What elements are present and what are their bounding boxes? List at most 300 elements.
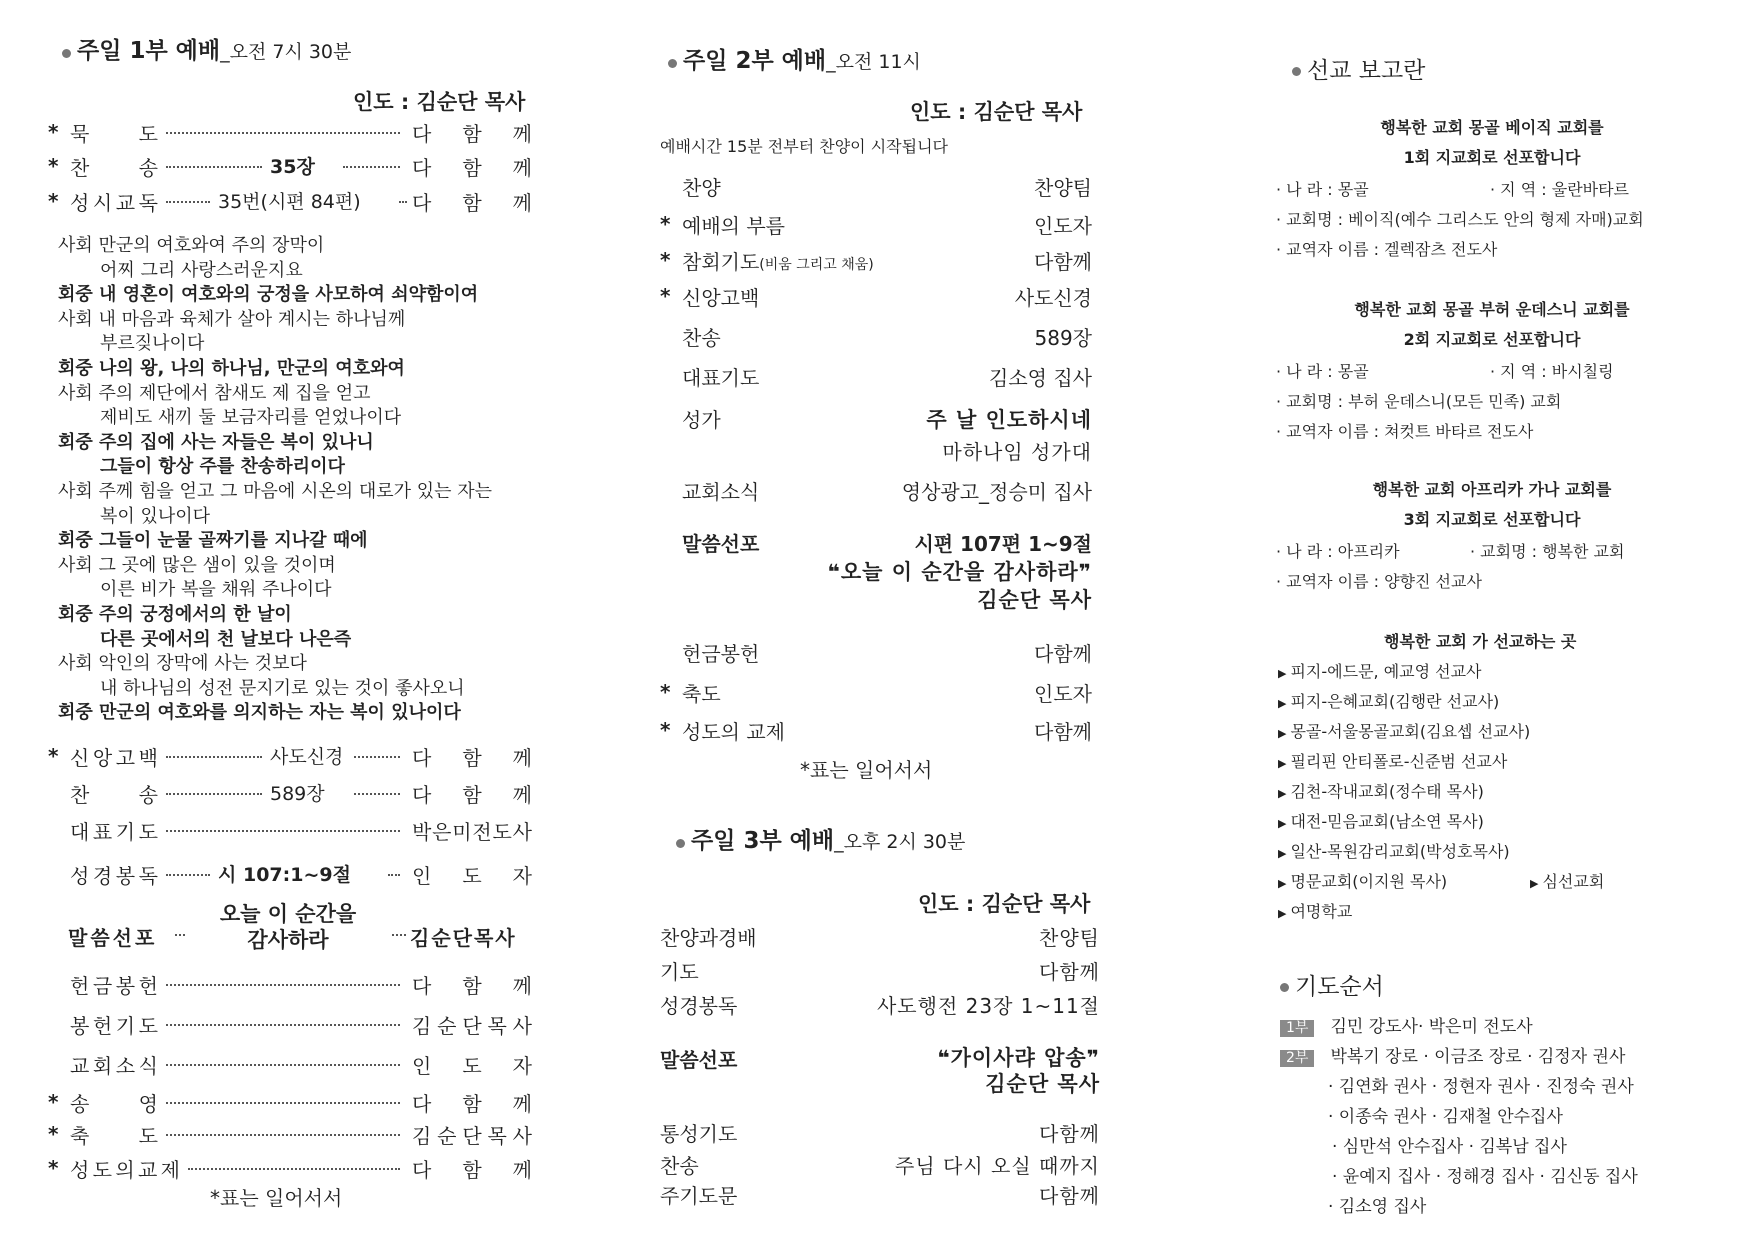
stand-note: *표는 일어서서 <box>800 758 933 782</box>
mission-place <box>1278 689 1499 712</box>
leader-dots <box>166 793 262 795</box>
order-resp-char: 함 <box>462 783 482 807</box>
order-resp-char: 미 <box>452 820 472 844</box>
order-label: 기도 <box>660 960 699 984</box>
order-label-char: 봉 <box>115 974 136 998</box>
order-resp <box>412 742 532 771</box>
mission-detail-aside: · 교회명 : 행복한 교회 <box>1470 542 1625 561</box>
order-resp <box>412 152 532 181</box>
stand-note: *표는 일어서서 <box>210 1186 343 1210</box>
order-label <box>70 1120 158 1149</box>
order-label <box>70 970 158 999</box>
service-1-leader: 인도 : 김순단 목사 <box>353 90 526 114</box>
order-label-char: 앙 <box>92 746 113 770</box>
reading-line <box>58 502 210 528</box>
order-resp: 찬양팀 <box>1034 176 1092 200</box>
order-label-char: 봉 <box>70 1014 90 1038</box>
reading-text: 내 영혼이 여호와의 궁정을 사모하여 쇠약함이여 <box>99 284 479 306</box>
triangle-icon: ▶ <box>1278 787 1287 800</box>
mission-title: 행복한 교회 아프리카 가나 교회를 <box>1372 480 1612 499</box>
order-label-char: 성 <box>70 191 90 215</box>
triangle-icon: ▶ <box>1530 877 1539 890</box>
reading-role: 사회 <box>58 382 99 404</box>
reading-role: 회중 <box>58 604 100 625</box>
leader-dots <box>354 756 400 758</box>
order-resp-char: 도 <box>462 1054 482 1078</box>
order-label-char: 헌 <box>138 974 158 998</box>
reading-text: 내 마음과 육체가 살아 계시는 하나님께 <box>98 308 406 330</box>
order-label: 성경봉독 <box>660 994 738 1018</box>
mission-place-text: 여명학교 <box>1290 902 1353 921</box>
service-3-header: 주일 3부 예배_오후 2시 30분 <box>676 822 965 855</box>
reading-role: 회중 <box>58 431 100 453</box>
order-resp: 다함께 <box>1034 642 1092 666</box>
mission-place <box>1278 839 1510 862</box>
order-label-char: 금 <box>92 974 113 998</box>
reading-text: 악인의 장막에 사는 것보다 <box>98 653 307 675</box>
leader-dots <box>166 1064 400 1066</box>
reading-line <box>58 551 336 577</box>
order-label <box>70 779 158 808</box>
order-label-char: 도 <box>138 820 158 844</box>
order-label-char: 대 <box>70 820 90 844</box>
reading-text: 주께 힘을 얻고 그 마음에 시온의 대로가 있는 자는 <box>98 481 493 502</box>
order-resp-char: 순 <box>437 1124 457 1148</box>
order-item: 시 107:1~9절 <box>218 864 351 886</box>
order-resp: 김소영 집사 <box>989 366 1092 390</box>
sermon-title-line2: 감사하라 <box>247 928 329 952</box>
prayer-names: 박복기 장로 · 이금조 장로 · 김정자 권사 <box>1330 1047 1626 1067</box>
sermon-preacher: 김순단목사 <box>410 926 517 950</box>
order-resp-char: 목 <box>487 1014 507 1038</box>
prayer-names: · 김소영 집사 <box>1328 1197 1427 1217</box>
order-resp <box>412 187 532 216</box>
order-resp-char: 함 <box>462 746 482 770</box>
order-resp-char: 다 <box>412 974 432 998</box>
order-label <box>70 1050 158 1079</box>
mission-place <box>1278 869 1447 892</box>
reading-text: 주의 집에 사는 자들은 복이 있나니 <box>99 431 374 453</box>
reading-line <box>58 674 465 700</box>
order-resp <box>412 816 532 845</box>
reading-line <box>58 231 324 257</box>
service-3-leader: 인도 : 김순단 목사 <box>918 892 1091 916</box>
order-resp-char: 전 <box>472 820 492 844</box>
order-label-char: 헌 <box>70 974 90 998</box>
mission-place <box>1278 749 1507 772</box>
order-label-char: 찬 <box>70 156 90 180</box>
prayer-row <box>1280 1012 1533 1037</box>
stand-marker: * <box>48 1090 59 1114</box>
reading-line <box>58 354 405 380</box>
order-label <box>70 1010 158 1039</box>
reading-role: 회중 <box>58 358 100 379</box>
reading-line <box>58 477 492 503</box>
stand-marker: * <box>48 120 59 144</box>
reading-line <box>58 256 303 282</box>
order-label-char: 독 <box>138 864 158 888</box>
order-label <box>70 1154 180 1183</box>
sermon-title: ❝오늘 이 순간을 감사하라❞ <box>827 560 1092 584</box>
order-resp-char: 순 <box>437 1014 457 1038</box>
order-resp <box>412 1010 532 1039</box>
order-label-char: 소 <box>115 1054 136 1078</box>
sermon-ref: 시편 107편 1~9절 <box>914 532 1092 556</box>
reading-text: 이른 비가 복을 채워 주나이다 <box>100 579 332 601</box>
mission-place-text: 명문교회(이지원 목사) <box>1290 872 1448 891</box>
order-resp <box>412 118 532 147</box>
reading-role: 회중 <box>58 284 100 306</box>
leader-dots <box>188 1168 400 1170</box>
order-item: 사도신경 <box>270 746 344 768</box>
reading-role: 사회 <box>58 235 99 256</box>
order-label: 통성기도 <box>660 1122 738 1146</box>
order-resp-char: 사 <box>512 1014 532 1038</box>
leader-dots <box>166 1134 400 1136</box>
order-label-char: 교 <box>70 1054 90 1078</box>
order-resp-char: 함 <box>462 974 482 998</box>
bullet-icon <box>62 49 71 58</box>
order-resp-char: 다 <box>412 122 432 146</box>
mission-detail: · 교회명 : 부허 운데스니(모든 민족) 교회 <box>1276 392 1562 411</box>
order-item: 35번(시편 84편) <box>218 191 361 213</box>
reading-text: 그들이 항상 주를 찬송하리이다 <box>100 456 345 478</box>
order-label: 찬양 <box>682 176 721 200</box>
leader-dots <box>354 793 400 795</box>
order-label: 축도 <box>682 682 721 706</box>
order-resp-char: 다 <box>412 783 432 807</box>
order-label: 찬송 <box>660 1154 699 1178</box>
leader-dots <box>392 934 406 936</box>
order-resp-char: 은 <box>432 820 452 844</box>
order-label <box>70 742 158 771</box>
leader-dots <box>166 1024 400 1026</box>
order-resp: 다함께 <box>1039 1184 1100 1208</box>
order-resp-char: 께 <box>512 156 532 180</box>
leader-dots <box>166 874 210 876</box>
reading-text: 제비도 새끼 둘 보금자리를 얻었나이다 <box>100 407 402 429</box>
order-label-char: 영 <box>138 1092 158 1116</box>
reading-line <box>58 649 307 675</box>
order-label-char: 봉 <box>115 864 136 888</box>
order-label: 헌금봉헌 <box>682 642 760 666</box>
prayer-names: 김민 강도사· 박은미 전도사 <box>1330 1017 1533 1037</box>
order-label: 주기도문 <box>660 1184 738 1208</box>
reading-role: 사회 <box>58 481 99 502</box>
reading-role: 회중 <box>58 702 100 724</box>
order-resp <box>412 1154 532 1183</box>
reading-text: 만군의 여호와여 주의 장막이 <box>98 235 325 256</box>
sermon-preacher: 김순단 목사 <box>985 1072 1100 1096</box>
mission-place-text: 피지-에드문, 예교영 선교사 <box>1290 662 1482 681</box>
reading-text: 내 하나님의 성전 문지기로 있는 것이 좋사오니 <box>100 677 465 699</box>
order-resp-char: 께 <box>512 191 532 215</box>
reading-text: 어찌 그리 사랑스러운지요 <box>100 259 303 281</box>
mission-place <box>1278 659 1482 682</box>
reading-text: 그 곳에 많은 샘이 있을 것이며 <box>98 554 336 576</box>
order-label-char: 성 <box>70 864 90 888</box>
mission-detail: · 나 라 : 몽골 <box>1276 362 1369 381</box>
triangle-icon: ▶ <box>1278 667 1287 680</box>
order-resp-char: 께 <box>512 746 532 770</box>
order-resp: 사도행전 23장 1~11절 <box>876 994 1100 1018</box>
order-label <box>70 816 158 845</box>
reading-line <box>58 600 292 626</box>
order-label-char: 백 <box>138 746 158 770</box>
service-2-note: 예배시간 15분 전부터 찬양이 시작됩니다 <box>660 137 948 156</box>
reading-line <box>58 625 351 651</box>
order-label <box>70 152 158 181</box>
order-label-char: 경 <box>92 864 113 888</box>
order-label <box>70 860 158 889</box>
order-resp <box>412 860 532 889</box>
order-label-char: 교 <box>115 191 136 215</box>
leader-dots <box>343 166 400 168</box>
sermon-label: 말씀선포 <box>660 1048 738 1072</box>
leader-dots <box>175 934 185 936</box>
stand-marker: * <box>48 189 59 213</box>
order-label-char: 송 <box>70 1092 90 1116</box>
mission-place-text: 피지-은혜교회(김행란 선교사) <box>1290 692 1500 711</box>
mission-place-text: 몽골-서울몽골교회(김요셉 선교사) <box>1290 722 1531 741</box>
order-resp-char: 목 <box>487 1124 507 1148</box>
order-label: 참회기도(비움 그리고 채움) <box>682 250 874 274</box>
order-resp-char: 사 <box>512 820 532 844</box>
news-label: 교회소식 <box>682 480 760 504</box>
order-resp-char: 함 <box>462 1158 482 1182</box>
mission-subtitle: 2회 지교회로 선포합니다 <box>1403 330 1581 349</box>
reading-line <box>58 526 368 552</box>
reading-text: 다른 곳에서의 천 날보다 나은즉 <box>100 628 352 650</box>
order-label-char: 기 <box>115 820 136 844</box>
order-label-char: 축 <box>70 1124 90 1148</box>
order-resp-char: 박 <box>412 820 432 844</box>
order-resp: 다함께 <box>1034 720 1092 744</box>
mission-detail-aside: · 지 역 : 울란바타르 <box>1490 180 1630 199</box>
sermon-label: 말씀선포 <box>682 532 760 556</box>
order-resp-char: 께 <box>512 1158 532 1182</box>
mission-detail: · 교회명 : 베이직(예수 그리스도 안의 형제 자매)교회 <box>1276 210 1644 229</box>
service-2-header: 주일 2부 예배_오전 11시 <box>668 42 921 75</box>
reading-text: 주의 궁정에서의 한 날이 <box>99 604 292 625</box>
order-resp-char: 함 <box>462 156 482 180</box>
order-resp-char: 인 <box>412 1054 432 1078</box>
order-label-char: 시 <box>92 191 113 215</box>
order-resp-char: 김 <box>412 1014 432 1038</box>
reading-text: 나의 왕, 나의 하나님, 만군의 여호와여 <box>99 358 405 379</box>
mission-subtitle: 1회 지교회로 선포합니다 <box>1403 148 1581 167</box>
reading-text: 주의 제단에서 참새도 제 집을 얻고 <box>98 382 371 404</box>
order-label-char: 회 <box>92 1054 113 1078</box>
stand-marker: * <box>660 248 671 272</box>
sermon-preacher: 김순단 목사 <box>977 588 1092 612</box>
order-label-char: 의 <box>115 1158 135 1182</box>
order-resp <box>412 970 532 999</box>
order-label-char: 묵 <box>70 122 90 146</box>
stand-marker: * <box>48 1122 59 1146</box>
mission-title: 행복한 교회 몽골 베이직 교회를 <box>1380 118 1604 137</box>
sermon-title-line1: 오늘 이 순간을 <box>219 902 357 926</box>
prayer-names: · 윤예지 집사 · 정해경 집사 · 김신동 집사 <box>1332 1167 1638 1187</box>
mission-detail: · 나 라 : 몽골 <box>1276 180 1369 199</box>
bullet-icon <box>1280 983 1289 992</box>
triangle-icon: ▶ <box>1278 817 1287 830</box>
mission-place <box>1278 809 1484 832</box>
mission-detail: · 교역자 이름 : 겔렉잠츠 전도사 <box>1276 240 1498 259</box>
mission-place-text: 심선교회 <box>1542 872 1605 891</box>
reading-role: 회중 <box>58 530 100 552</box>
bullet-icon <box>676 839 685 848</box>
reading-role: 사회 <box>58 554 99 576</box>
stand-marker: * <box>48 1156 59 1180</box>
leader-dots <box>166 132 400 134</box>
service-2-leader: 인도 : 김순단 목사 <box>910 100 1083 124</box>
order-resp-char: 다 <box>412 156 432 180</box>
news-resp: 영상광고_정승미 집사 <box>901 480 1092 504</box>
leader-dots <box>399 201 407 203</box>
order-resp-char: 께 <box>512 122 532 146</box>
order-label-char: 헌 <box>92 1014 113 1038</box>
order-label: 성도의 교제 <box>682 720 785 744</box>
prayer-names: · 김연화 권사 · 정현자 권사 · 진정숙 권사 <box>1328 1077 1634 1097</box>
triangle-icon: ▶ <box>1278 727 1287 740</box>
sermon-label: 말씀선포 <box>68 926 158 950</box>
order-label-char: 식 <box>138 1054 158 1078</box>
mission-title: 행복한 교회 몽골 부허 운데스니 교회를 <box>1354 300 1630 319</box>
order-resp: 인도자 <box>1034 214 1092 238</box>
leader-dots <box>166 830 400 832</box>
reading-line <box>58 575 332 601</box>
stand-marker: * <box>48 154 59 178</box>
stand-marker: * <box>48 744 59 768</box>
order-resp <box>412 1120 532 1149</box>
reading-text: 부르짖나이다 <box>100 333 205 355</box>
order-resp: 다함께 <box>1039 960 1100 984</box>
triangle-icon: ▶ <box>1278 697 1287 710</box>
order-label: 대표기도 <box>682 366 760 390</box>
bullet-icon <box>668 59 677 68</box>
mission-detail: · 교역자 이름 : 양향진 선교사 <box>1276 572 1482 591</box>
reading-role: 사회 <box>58 653 99 675</box>
order-label-char: 도 <box>138 1014 158 1038</box>
reading-role: 사회 <box>58 308 99 330</box>
reading-text: 복이 있나이다 <box>100 505 211 527</box>
order-label-char: 송 <box>138 783 158 807</box>
service-1-header: 주일 1부 예배_오전 7시 30분 <box>62 32 351 65</box>
order-label <box>70 1088 158 1117</box>
order-resp-char: 함 <box>462 191 482 215</box>
mission-place-text: 대전-믿음교회(남소연 목사) <box>1290 812 1484 831</box>
mission-header: 선교 보고란 <box>1292 52 1425 85</box>
reading-line <box>58 329 204 355</box>
reading-text: 만군의 여호와를 의지하는 자는 복이 있나이다 <box>99 702 461 724</box>
reading-line <box>58 280 478 306</box>
mission-detail-aside: · 지 역 : 바시칠링 <box>1490 362 1614 381</box>
order-label <box>70 118 158 147</box>
triangle-icon: ▶ <box>1278 757 1287 770</box>
order-label-char: 신 <box>70 746 90 770</box>
order-resp-char: 다 <box>412 1158 432 1182</box>
order-resp: 589장 <box>1034 326 1092 350</box>
order-label-char: 제 <box>160 1158 180 1182</box>
leader-dots <box>166 1102 400 1104</box>
order-item: 589장 <box>270 783 325 805</box>
order-label-char: 고 <box>115 746 136 770</box>
leader-dots <box>166 166 262 168</box>
order-label-char: 도 <box>138 122 158 146</box>
order-resp-char: 도 <box>492 820 512 844</box>
order-resp-char: 단 <box>462 1124 482 1148</box>
order-label-note: (비움 그리고 채움) <box>759 257 874 273</box>
reading-line <box>58 698 461 724</box>
leader-dots <box>166 984 400 986</box>
order-resp-char: 도 <box>462 864 482 888</box>
order-label-char: 찬 <box>70 783 90 807</box>
stand-marker: * <box>660 680 671 704</box>
leader-dots <box>166 756 262 758</box>
order-resp: 다함께 <box>1039 1122 1100 1146</box>
order-label-char: 교 <box>137 1158 158 1182</box>
places-title: 행복한 교회 가 선교하는 곳 <box>1384 632 1577 651</box>
order-resp <box>412 1088 532 1117</box>
reading-text: 그들이 눈물 골짜기를 지나갈 때에 <box>99 530 368 552</box>
reading-line <box>58 403 401 429</box>
mission-detail: · 나 라 : 아프리카 <box>1276 542 1400 561</box>
triangle-icon: ▶ <box>1278 907 1287 920</box>
order-resp-char: 다 <box>412 191 432 215</box>
leader-dots <box>388 874 400 876</box>
prayer-names: · 이종숙 권사 · 김재철 안수집사 <box>1328 1107 1563 1127</box>
order-label-char: 기 <box>115 1014 136 1038</box>
sermon-title: ❝가이사랴 압송❞ <box>937 1046 1100 1070</box>
prayer-badge: 2부 <box>1280 1050 1314 1067</box>
order-resp: 인도자 <box>1034 682 1092 706</box>
prayer-row <box>1280 1042 1625 1067</box>
order-resp-char: 함 <box>462 122 482 146</box>
order-resp-char: 다 <box>412 1092 432 1116</box>
order-label-char: 도 <box>92 1158 112 1182</box>
order-label <box>70 187 158 216</box>
order-resp-char: 김 <box>412 1124 432 1148</box>
order-resp-char: 께 <box>512 783 532 807</box>
mission-place <box>1278 779 1484 802</box>
anthem-title: 주 날 인도하시네 <box>926 408 1092 432</box>
stand-marker: * <box>660 284 671 308</box>
order-resp <box>412 779 532 808</box>
order-resp: 다함께 <box>1034 250 1092 274</box>
order-resp <box>412 1050 532 1079</box>
order-label: 찬송 <box>682 326 721 350</box>
mission-detail: · 교역자 이름 : 쳐컷트 바타르 전도사 <box>1276 422 1534 441</box>
triangle-icon: ▶ <box>1278 847 1287 860</box>
mission-place-text: 김천-작내교회(정수태 목사) <box>1290 782 1484 801</box>
order-label: 찬양과경배 <box>660 926 757 950</box>
anthem-choir: 마하나임 성가대 <box>942 440 1092 464</box>
order-resp: 사도신경 <box>1014 286 1092 310</box>
stand-marker: * <box>660 718 671 742</box>
prayer-badge: 1부 <box>1280 1020 1314 1037</box>
triangle-icon: ▶ <box>1278 877 1287 890</box>
order-resp-char: 다 <box>412 746 432 770</box>
reading-line <box>58 379 371 405</box>
mission-place <box>1530 869 1604 892</box>
order-label-char: 표 <box>92 820 113 844</box>
order-resp-char: 자 <box>512 1054 532 1078</box>
order-label-char: 송 <box>138 156 158 180</box>
reading-line <box>58 452 345 478</box>
order-label-char: 성 <box>70 1158 90 1182</box>
order-resp-char: 께 <box>512 974 532 998</box>
